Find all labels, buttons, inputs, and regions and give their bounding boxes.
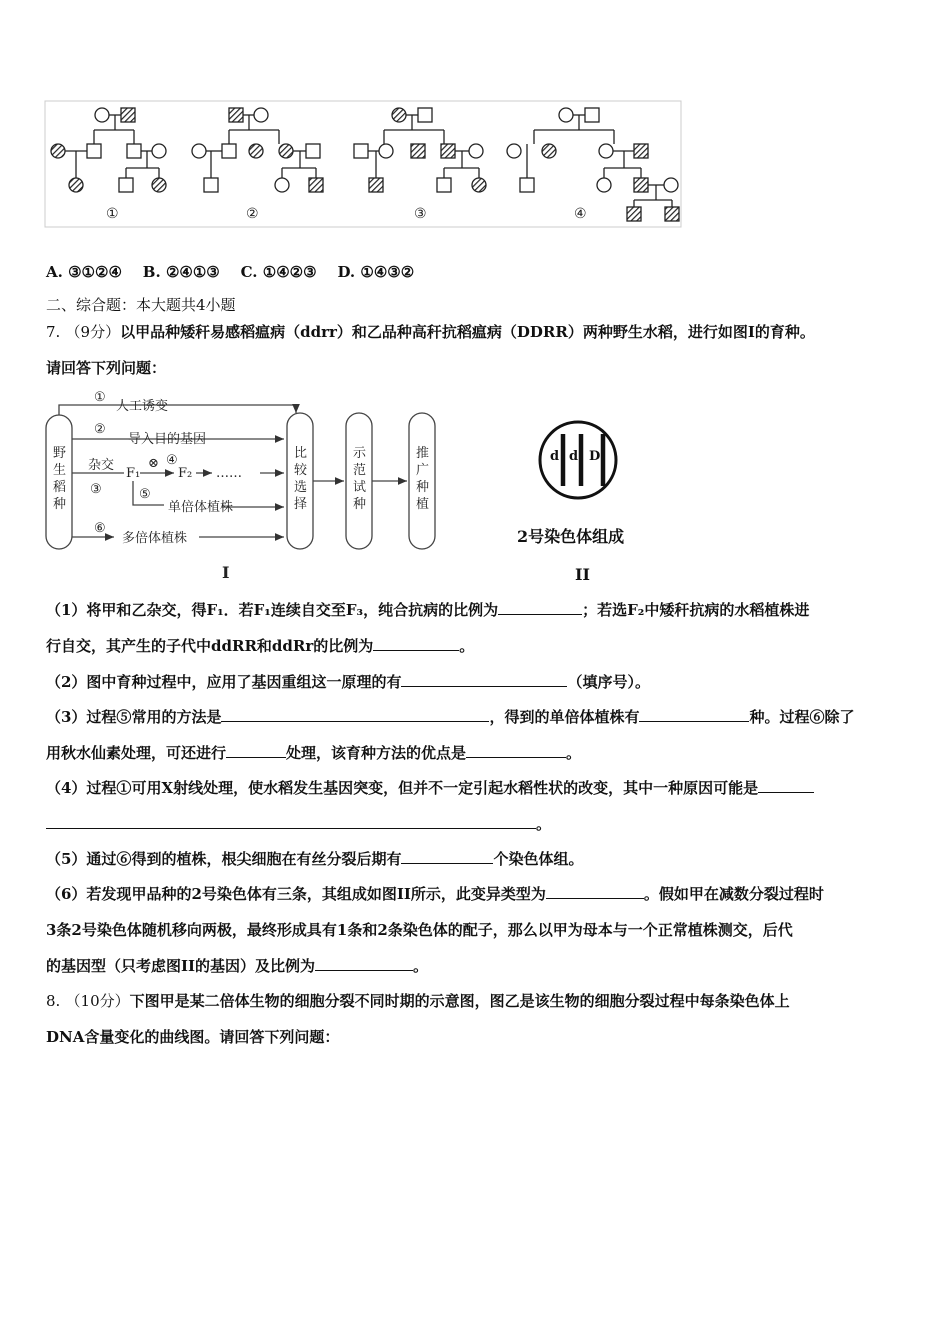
q7-sub3-line1 <box>46 707 854 727</box>
pedigree-3 <box>354 108 486 192</box>
q7-sub1-line2 <box>46 636 474 656</box>
chromosome-diagram <box>505 418 665 588</box>
diagram-caption-1: I <box>222 563 230 582</box>
text: 的基因型（只考虑图II的基因）及比例为 <box>46 957 316 975</box>
step-4-number: ④ <box>166 453 178 468</box>
diagram-caption-2: II <box>575 565 590 584</box>
text: 。 <box>459 637 475 655</box>
text: （1）将甲和乙杂交，得F₁．若F₁连续自交至F₃，纯合抗病的比例为 <box>46 601 499 619</box>
q7-sub4-line1 <box>46 778 814 798</box>
pedigree-label: ① <box>106 206 119 222</box>
text: （3）过程⑤常用的方法是 <box>46 708 222 726</box>
pedigree-label: ④ <box>574 206 587 222</box>
text: （2）图中育种过程中，应用了基因重组这一原理的有 <box>46 673 402 691</box>
q8-stem <box>46 991 790 1011</box>
box-wild-rice-label: 野生稻种 <box>53 446 67 512</box>
question-score: （9分） <box>65 323 121 341</box>
text: ；若选F₂中矮秆抗病的水稻植株进 <box>582 601 810 619</box>
step-1-number: ① <box>94 390 106 405</box>
question-number: 8. <box>46 992 61 1010</box>
step-5-number: ⑤ <box>139 487 151 502</box>
q7-sub6-line3 <box>46 956 428 976</box>
option-a[interactable] <box>46 263 122 281</box>
answer-blank[interactable] <box>401 849 493 864</box>
text: 。 <box>566 744 582 762</box>
box-promote-label: 推广种植 <box>416 446 430 512</box>
text: 。假如甲在减数分裂过程时 <box>643 885 824 903</box>
answer-blank[interactable] <box>226 743 286 758</box>
option-text: ①④③② <box>360 263 415 281</box>
option-d[interactable] <box>337 263 414 281</box>
text: 处理，该育种方法的优点是 <box>286 744 467 762</box>
f1-label: F₁ <box>126 466 141 481</box>
answer-blank[interactable] <box>546 884 644 899</box>
answer-blank[interactable] <box>466 743 566 758</box>
pedigree-label: ② <box>246 206 259 222</box>
answer-blank[interactable] <box>639 707 749 722</box>
pedigree-figure <box>44 100 684 230</box>
option-b[interactable] <box>143 263 220 281</box>
text: （填序号）。 <box>567 673 650 691</box>
step-3-number: ③ <box>90 482 102 497</box>
gene-label: d <box>550 449 560 464</box>
answer-blank[interactable] <box>315 956 413 971</box>
step-5-label: 单倍体植株 <box>168 500 234 515</box>
q7-stem-text: 以甲品种矮秆易感稻瘟病（ddrr）和乙品种高秆抗稻瘟病（DDRR）两种野生水稻，进行如图I的育种。 <box>120 323 815 341</box>
text: 用秋水仙素处理，可还进行 <box>46 744 227 762</box>
option-text: ③①②④ <box>68 263 122 281</box>
text: ，得到的单倍体植株有 <box>489 708 640 726</box>
q7-stem <box>46 322 815 342</box>
option-letter: C. <box>240 263 258 281</box>
box-demo-label: 示范试种 <box>353 446 367 512</box>
question-score: （10分） <box>65 992 130 1010</box>
cross-label: 杂交 <box>88 458 115 473</box>
pedigree-4 <box>507 108 679 221</box>
section-title <box>46 295 236 315</box>
pedigree-2 <box>192 108 323 192</box>
selfing-symbol: ⊗ <box>148 456 159 471</box>
text: （6）若发现甲品种的2号染色体有三条，其组成如图II所示，此变异类型为 <box>46 885 546 903</box>
gene-label: d <box>569 449 579 464</box>
answer-options <box>46 262 414 282</box>
answer-blank[interactable] <box>498 600 582 615</box>
answer-blank[interactable] <box>221 707 489 722</box>
breeding-diagram <box>44 385 444 585</box>
q7-sub6-line2: 3条2号染色体随机移向两极，最终形成具有1条和2条染色体的配子，那么以甲为母本与一个正常植株测交，后代 <box>46 921 793 939</box>
text: （5）通过⑥得到的植株，根尖细胞在有丝分裂后期有 <box>46 850 402 868</box>
step-1-label: 人工诱变 <box>116 399 169 414</box>
answer-blank[interactable] <box>46 814 536 829</box>
answer-blank[interactable] <box>758 778 814 793</box>
gene-label: D <box>589 449 601 464</box>
q8-stem-line2: DNA含量变化的曲线图。请回答下列问题： <box>46 1028 340 1046</box>
q7-sub5 <box>46 849 583 869</box>
q7-sub2 <box>46 672 650 692</box>
answer-blank[interactable] <box>401 672 567 687</box>
text: （4）过程①可用X射线处理，使水稻发生基因突变，但并不一定引起水稻性状的改变，其中一种原因可能是 <box>46 779 759 797</box>
step-6-number: ⑥ <box>94 521 106 536</box>
pedigree-1 <box>51 108 166 192</box>
step-6-label: 多倍体植株 <box>122 531 188 546</box>
option-letter: A. <box>46 263 63 281</box>
section-title-text: 二、综合题：本大题共4小题 <box>46 296 236 314</box>
text: 个染色体组。 <box>493 850 584 868</box>
answer-blank[interactable] <box>373 636 459 651</box>
option-text: ①④②③ <box>262 263 317 281</box>
option-c[interactable] <box>241 263 317 281</box>
diagram2-title: 2号染色体组成 <box>517 527 625 546</box>
f2-label: F₂ <box>178 466 193 481</box>
question-number: 7. <box>46 323 61 341</box>
q7-sub3-line2 <box>46 743 581 763</box>
text: 。 <box>536 815 552 833</box>
option-letter: B. <box>142 263 161 281</box>
ellipsis: …… <box>216 466 242 481</box>
text: 种。过程⑥除了 <box>749 708 855 726</box>
text: 行自交，其产生的子代中ddRR和ddRr的比例为 <box>46 637 374 655</box>
step-2-label: 导入目的基因 <box>128 432 207 447</box>
text: 。 <box>413 957 429 975</box>
pedigree-label: ③ <box>414 206 427 222</box>
q7-sub4-line2 <box>46 814 551 834</box>
option-text: ②④①③ <box>165 263 220 281</box>
q7-sub6-line1 <box>46 884 824 904</box>
step-2-number: ② <box>94 422 106 437</box>
option-letter: D. <box>337 263 356 281</box>
q8-stem-text: 下图甲是某二倍体生物的细胞分裂不同时期的示意图，图乙是该生物的细胞分裂过程中每条染色体上 <box>129 992 790 1010</box>
box-compare-label: 比较选择 <box>294 446 308 512</box>
q7-sub1-line1 <box>46 600 809 620</box>
q7-stem-line2: 请回答下列问题： <box>46 359 167 377</box>
